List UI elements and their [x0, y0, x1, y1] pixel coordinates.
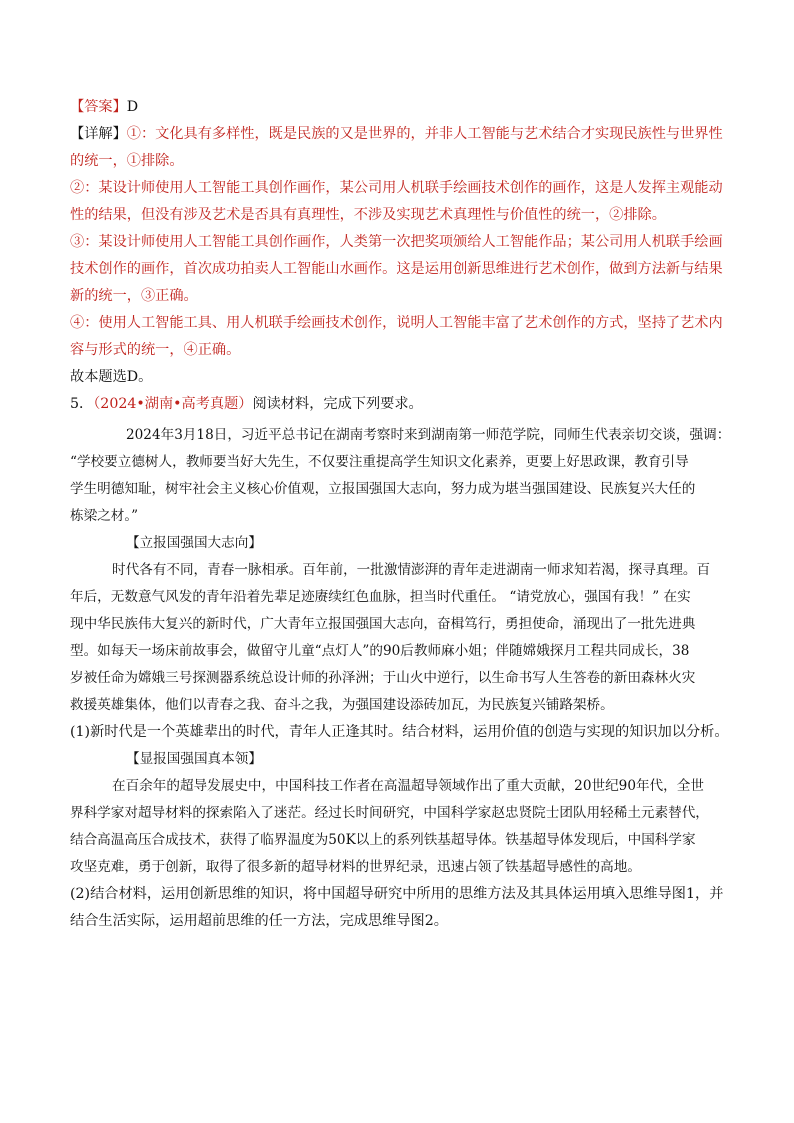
explanation-line-8: ④：使用人工智能工具、用人机联手绘画技术创作，说明人工智能丰富了艺术创作的方式，坚持了艺术内	[70, 315, 723, 331]
sub-question-2-line-1: (2)结合材料，运用创新思维的知识，将中国超导研究中所用的思维方法及其具体运用填入思维导图1，并	[70, 886, 724, 902]
explanation-conclusion: 故本题选D。	[70, 369, 153, 385]
section1-line-1: 时代各有不同，青春一脉相承。百年前，一批激情澎湃的青年走进湖南一师求知若渴，探寻真理。百	[112, 562, 711, 578]
section1-line-5: 岁被任命为嫦娥三号探测器系统总设计师的孙泽洲；于山火中逆行，以生命书写人生答卷的新田森林火灾	[70, 670, 696, 686]
section2-line-3: 结合高温高压合成技术，获得了临界温度为50K以上的系列铁基超导体。铁基超导体发现后，中国科学家	[70, 832, 696, 848]
explanation-line-7: 新的统一，③正确。	[70, 288, 198, 304]
explanation-line-6: 技术创作的画作，首次成功拍卖人工智能山水画作。这是运用创新思维进行艺术创作，做到方法新与结果	[70, 261, 723, 277]
answer-tag: 【答案】	[70, 99, 127, 115]
section2-line-2: 界科学家对超导材料的探索陷入了迷茫。经过长时间研究，中国科学家赵忠贤院士团队用轻稀土元素替代，	[70, 805, 709, 821]
answer-line	[70, 94, 730, 121]
section2-line-1: 在百余年的超导发展史中，中国科技工作者在高温超导领域作出了重大贡献，20世纪90年代，全世	[112, 778, 704, 794]
intro-line-1: 2024年3月18日，习近平总书记在湖南考察时来到湖南第一师范学院，同师生代表亲切交谈，强调：	[126, 427, 731, 443]
sub-question-2-line-2: 结合生活实际，运用超前思维的任一方法，完成思维导图2。	[70, 913, 448, 929]
explanation-line-1	[70, 121, 730, 148]
question-number: 5．	[70, 396, 94, 412]
section2-line-4: 攻坚克难，勇于创新，取得了很多新的超导材料的世界纪录，迅速占领了铁基超导感性的高地。	[70, 859, 641, 875]
document-page	[70, 94, 730, 935]
sub-question-1: (1)新时代是一个英雄辈出的时代，青年人正逢其时。结合材料，运用价值的创造与实现的知识加以分析。	[70, 724, 729, 740]
explanation-line-4: 性的结果，但没有涉及艺术是否具有真理性，不涉及实现艺术真理性与价值性的统一，②排除。	[70, 207, 666, 223]
section2-heading: 【显报国强国真本领】	[126, 751, 262, 767]
section1-line-6: 救援英雄集体，他们以青春之我、奋斗之我，为强国建设添砖加瓦，为民族复兴铺路架桥。	[70, 697, 614, 713]
question-header	[70, 391, 730, 418]
explanation-line-5: ③：某设计师使用人工智能工具创作画作，人类第一次把奖项颁给人工智能作品；某公司用人机联手绘画	[70, 234, 723, 250]
answer-value: D	[126, 99, 139, 115]
section1-line-2: 年后，无数意气风发的青年沿着先辈足迹赓续红色血脉，担当时代重任。 “请党放心，强国有我！” 在实	[70, 589, 691, 605]
explanation-line-3: ②：某设计师使用人工智能工具创作画作，某公司用人机联手绘画技术创作的画作，这是人发挥主观能动	[70, 180, 723, 196]
explanation-text-1: ①：文化具有多样性，既是民族的又是世界的，并非人工智能与艺术结合才实现民族性与世界性	[126, 126, 723, 142]
intro-line-3: 学生明德知耻，树牢社会主义核心价值观，立报国强国大志向，努力成为堪当强国建设、民族复兴大任的	[70, 481, 696, 497]
intro-line-2: “学校要立德树人，教师要当好大先生，不仅要注重提高学生知识文化素养，更要上好思政课，教育引导	[70, 454, 689, 470]
question-prompt: 阅读材料，完成下列要求。	[252, 396, 423, 412]
section1-line-3: 现中华民族伟大复兴的新时代，广大青年立报国强国大志向，奋楫笃行，勇担使命，涌现出了一批先进典	[70, 616, 696, 632]
intro-line-4: 栋梁之材。”	[70, 508, 139, 524]
section1-line-4: 型。如每天一场床前故事会，做留守儿童“点灯人”的90后教师麻小姐；伴随嫦娥探月工程共同成长，38	[70, 643, 690, 659]
explanation-line-2: 的统一，①排除。	[70, 153, 184, 169]
section1-heading: 【立报国强国大志向】	[126, 535, 262, 551]
explanation-line-9: 容与形式的统一，④正确。	[70, 342, 241, 358]
explanation-tag: 【详解】	[70, 126, 127, 142]
question-source: （2024•湖南•高考真题）	[93, 396, 253, 412]
